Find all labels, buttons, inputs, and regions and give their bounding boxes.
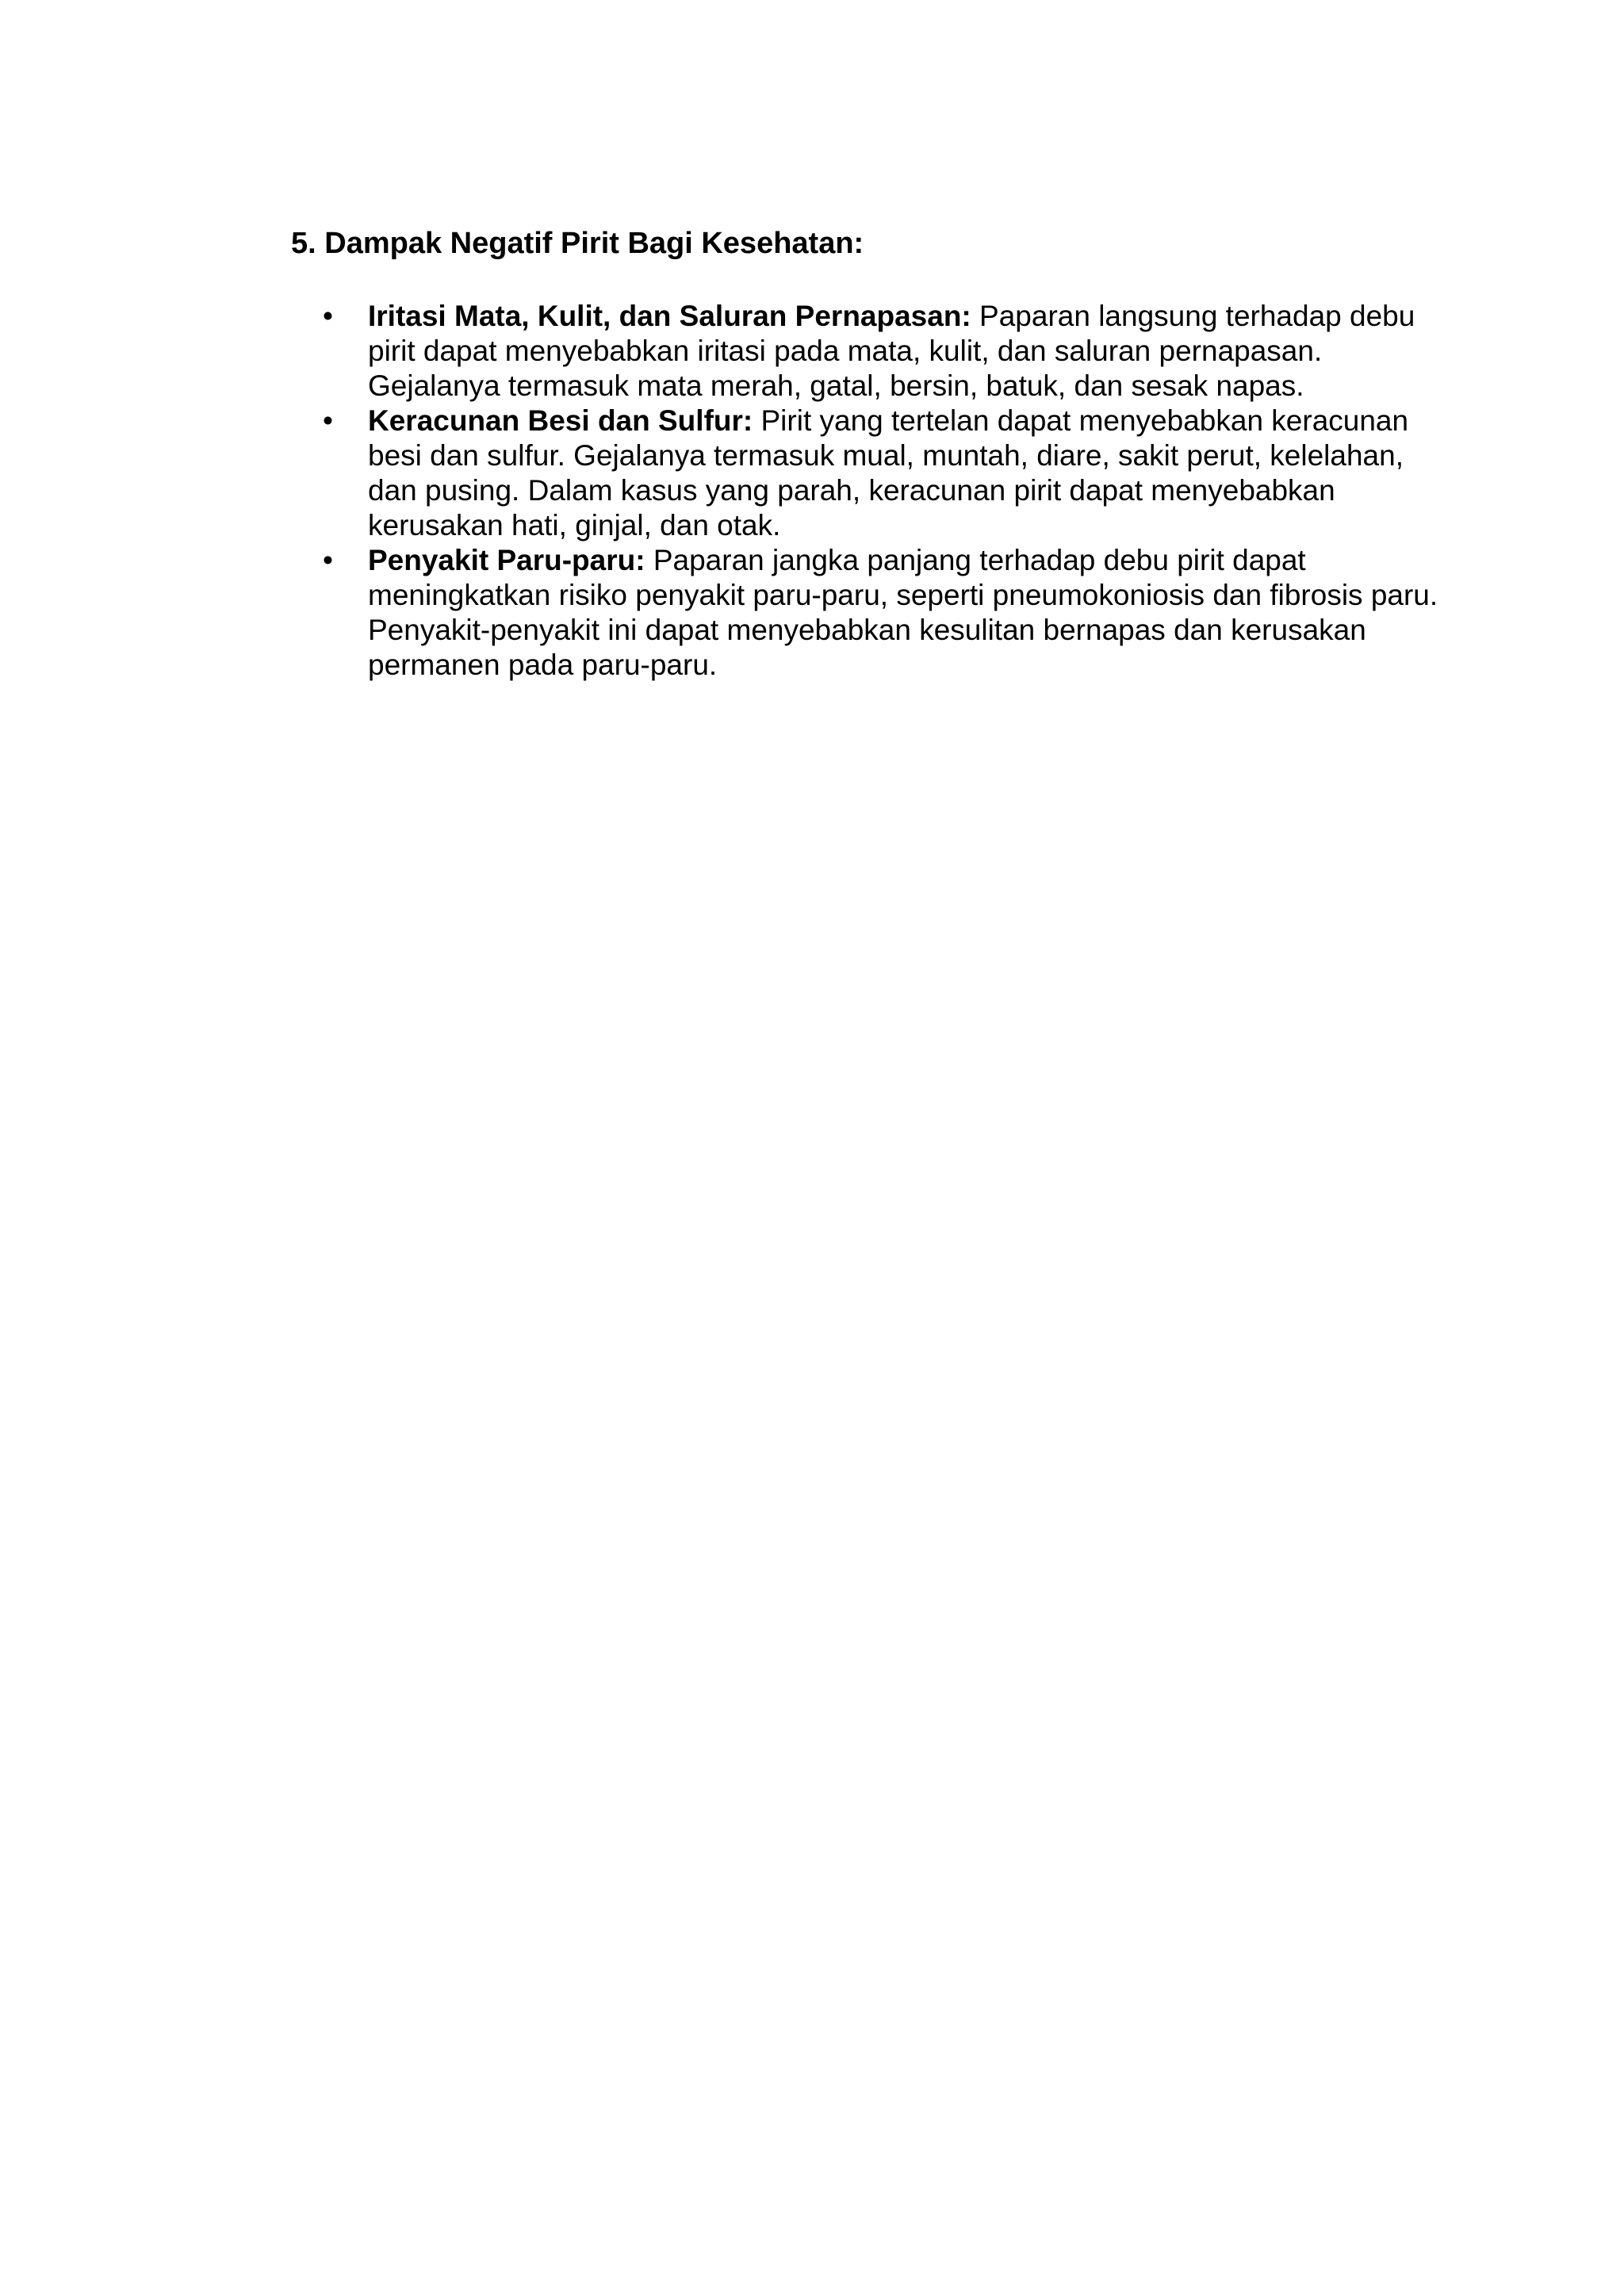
item-line: meningkatkan risiko penyakit paru-paru, seperti pneumokoniosis dan fibrosis paru. (368, 579, 1438, 611)
item-line: besi dan sulfur. Gejalanya termasuk mual, muntah, diare, sakit perut, kelelahan, (368, 439, 1404, 472)
document-content (291, 226, 1480, 683)
item-term: Keracunan Besi dan Sulfur: (368, 404, 753, 437)
item-line: Gejalanya termasuk mata merah, gatal, bersin, batuk, dan sesak napas. (368, 369, 1304, 402)
item-term: Iritasi Mata, Kulit, dan Saluran Pernapasan: (368, 300, 971, 332)
list-item (291, 299, 1480, 404)
item-text: Paparan jangka panjang terhadap debu pirit dapat (645, 544, 1306, 576)
bullet-icon: • (323, 404, 333, 437)
item-line: pirit dapat menyebabkan iritasi pada mata, kulit, dan saluran pernapasan. (368, 335, 1323, 367)
section-heading: 5. Dampak Negatif Pirit Bagi Kesehatan: (291, 227, 864, 260)
item-first-line (368, 404, 1480, 438)
item-text: Paparan langsung terhadap debu (971, 300, 1415, 332)
item-term: Penyakit Paru-paru: (368, 544, 645, 576)
bullet-list (291, 299, 1480, 683)
item-line: kerusakan hati, ginjal, dan otak. (368, 509, 781, 541)
item-line: permanen pada paru-paru. (368, 649, 718, 681)
list-item (291, 404, 1480, 543)
bullet-icon: • (323, 300, 333, 332)
item-first-line (368, 543, 1480, 578)
item-line: dan pusing. Dalam kasus yang parah, keracunan pirit dapat menyebabkan (368, 474, 1335, 507)
item-line: Penyakit-penyakit ini dapat menyebabkan kesulitan bernapas dan kerusakan (368, 614, 1366, 646)
item-first-line (368, 299, 1480, 334)
list-item (291, 543, 1480, 683)
bullet-icon: • (323, 544, 333, 576)
item-text: Pirit yang tertelan dapat menyebabkan keracunan (753, 404, 1409, 437)
